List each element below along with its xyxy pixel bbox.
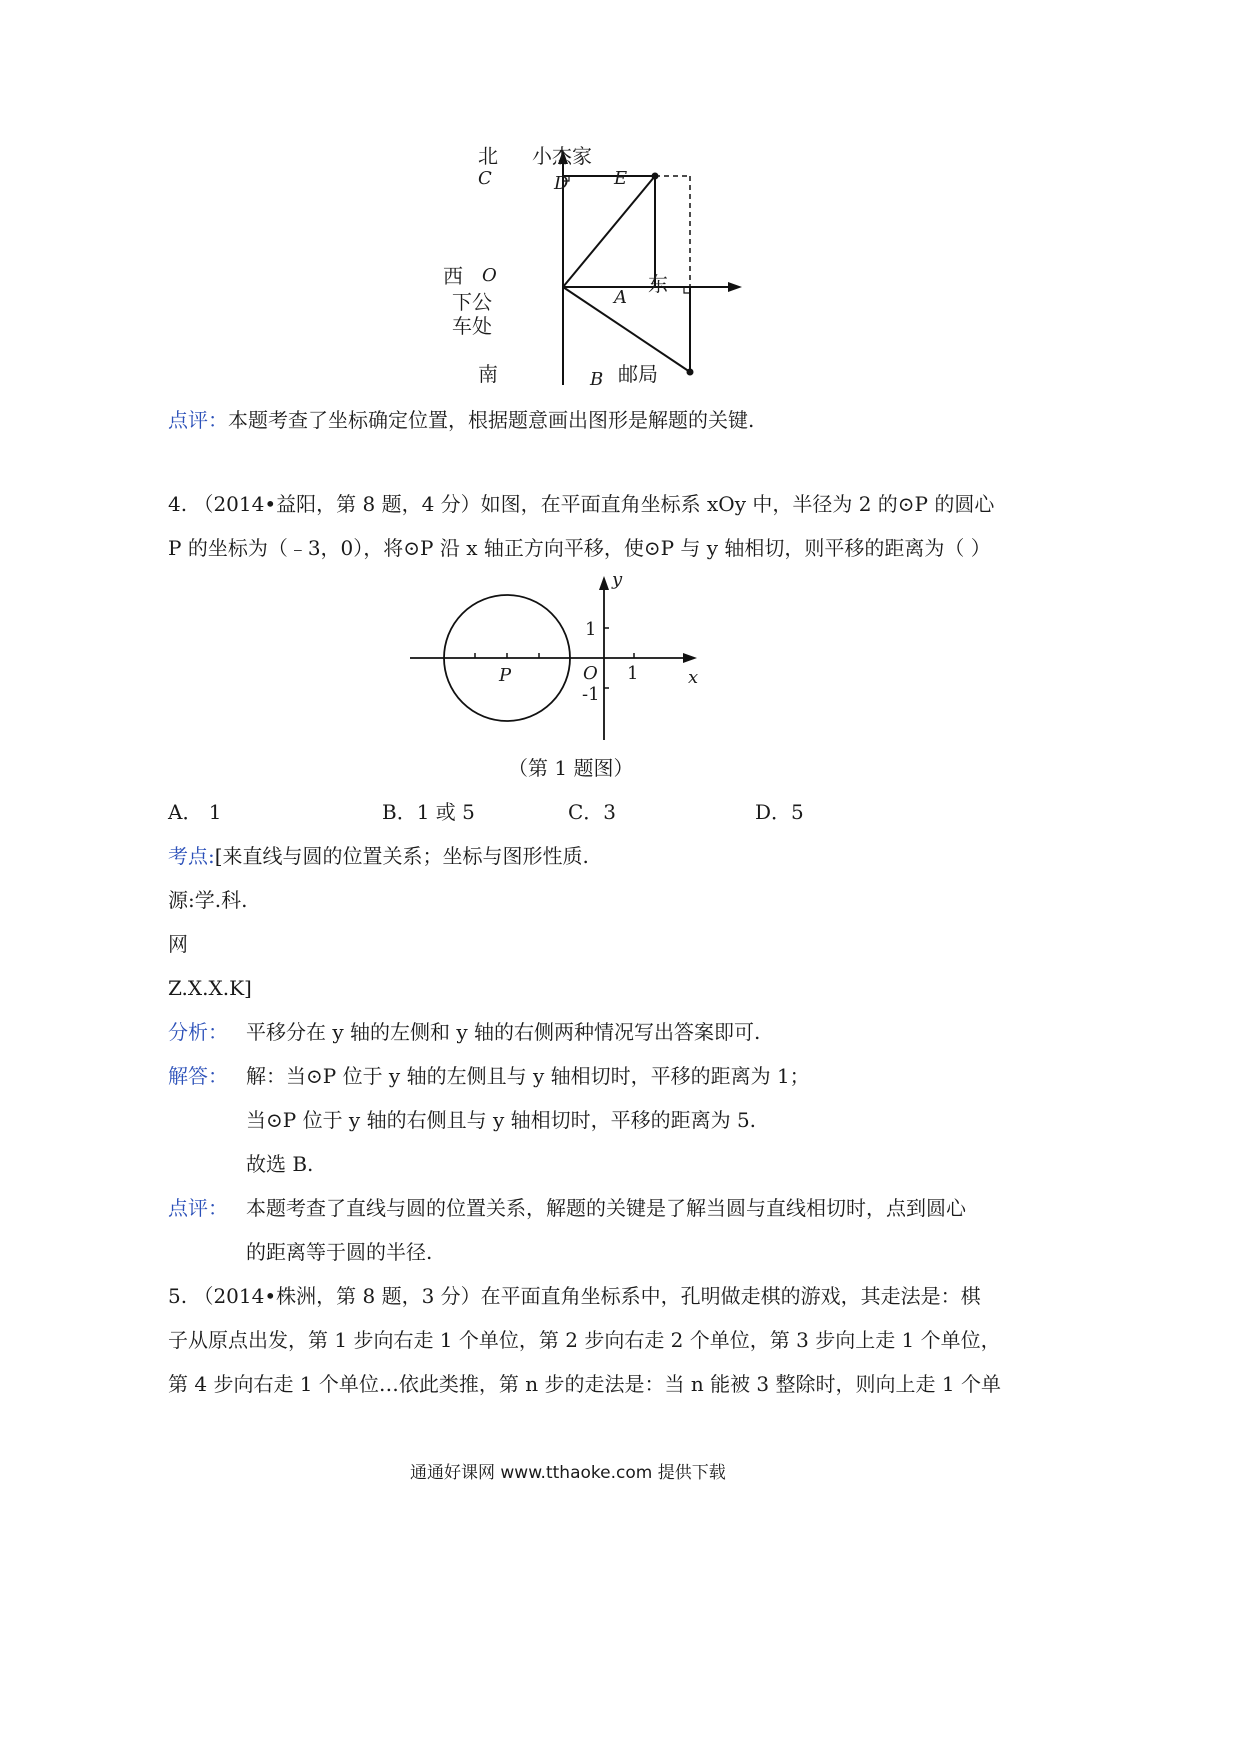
option-D: D．5 — [755, 800, 804, 824]
post-office-label: 邮局 — [618, 362, 658, 386]
bus-stop-label-1: 下公 — [452, 290, 492, 314]
option-B: B．1 或 5 — [382, 800, 475, 824]
question-5-line-3: 第 4 步向右走 1 个单位…依此类推，第 n 步的走法是：当 n 能被 3 整除时，则向上走 1 个单 — [168, 1372, 1001, 1396]
question-5-line-2: 子从原点出发，第 1 步向右走 1 个单位，第 2 步向右走 2 个单位，第 3 步向上走 1 个单位， — [168, 1328, 1001, 1352]
point-P-label: P — [499, 665, 512, 686]
dianping-label: 点评： — [168, 1196, 228, 1220]
home-label: 小杰家 — [532, 144, 592, 168]
axis-x-label: x — [688, 667, 699, 688]
page-footer: 通通好课网 www.tthaoke.com 提供下载 — [410, 1463, 726, 1483]
tick-y-1: 1 — [585, 619, 597, 640]
option-C: C．3 — [568, 800, 617, 824]
tick-x-1: 1 — [627, 663, 639, 684]
bus-stop-label-2: 车处 — [452, 314, 492, 338]
west-label: 西 — [443, 264, 463, 288]
jieda-line-2: 当⊙P 位于 y 轴的右侧且与 y 轴相切时，平移的距离为 5. — [246, 1108, 757, 1132]
option-A: A． 1 — [168, 800, 222, 824]
jieda-line-1: 解：当⊙P 位于 y 轴的左侧且与 y 轴相切时，平移的距离为 1； — [246, 1064, 810, 1088]
label-D: D — [554, 173, 569, 194]
comment-1-text: 本题考查了坐标确定位置，根据题意画出图形是解题的关键. — [228, 408, 755, 432]
fenxi-label: 分析： — [168, 1020, 228, 1044]
circle-axes-figure — [405, 570, 715, 760]
kaodian-label: 考点: — [168, 844, 215, 868]
label-A: A — [614, 287, 627, 308]
label-B: B — [590, 369, 604, 390]
comment-1-label: 点评： — [168, 408, 228, 432]
dianping-line-2: 的距离等于圆的半径. — [246, 1240, 433, 1264]
label-O: O — [482, 265, 497, 286]
figure-caption: （第 1 题图） — [508, 756, 634, 780]
label-E: E — [614, 168, 628, 189]
axis-y-label: y — [612, 569, 623, 590]
origin-label: O — [583, 663, 598, 684]
comment-1 — [168, 406, 754, 434]
source-line-3: Z.X.X.K] — [168, 976, 252, 1000]
fenxi-text: 平移分在 y 轴的左侧和 y 轴的右侧两种情况写出答案即可. — [246, 1020, 761, 1044]
question-5-line-1: 5. （2014•株洲，第 8 题，3 分）在平面直角坐标系中，孔明做走棋的游戏，其走法是：棋 — [168, 1284, 981, 1308]
source-line-1: 源:学.科. — [168, 888, 248, 912]
north-label: 北 — [478, 144, 498, 168]
kaodian-row — [168, 842, 589, 870]
tick-y-neg-1: -1 — [582, 684, 600, 705]
jieda-line-3: 故选 B. — [246, 1152, 314, 1176]
east-label: 东 — [648, 272, 668, 296]
kaodian-text: [来直线与圆的位置关系；坐标与图形性质. — [214, 844, 589, 868]
question-4-line-2: P 的坐标为（﹣3，0），将⊙P 沿 x 轴正方向平移，使⊙P 与 y 轴相切，则平移的距离为（ ） — [168, 536, 991, 560]
south-label: 南 — [478, 362, 498, 386]
question-4-line-1: 4. （2014•益阳，第 8 题，4 分）如图，在平面直角坐标系 xOy 中，半径为 2 的⊙P 的圆心 — [168, 492, 995, 516]
label-C: C — [478, 168, 492, 189]
source-line-2: 网 — [168, 932, 188, 956]
jieda-label: 解答： — [168, 1064, 228, 1088]
dianping-line-1: 本题考查了直线与圆的位置关系，解题的关键是了解当圆与直线相切时，点到圆心 — [246, 1196, 966, 1220]
